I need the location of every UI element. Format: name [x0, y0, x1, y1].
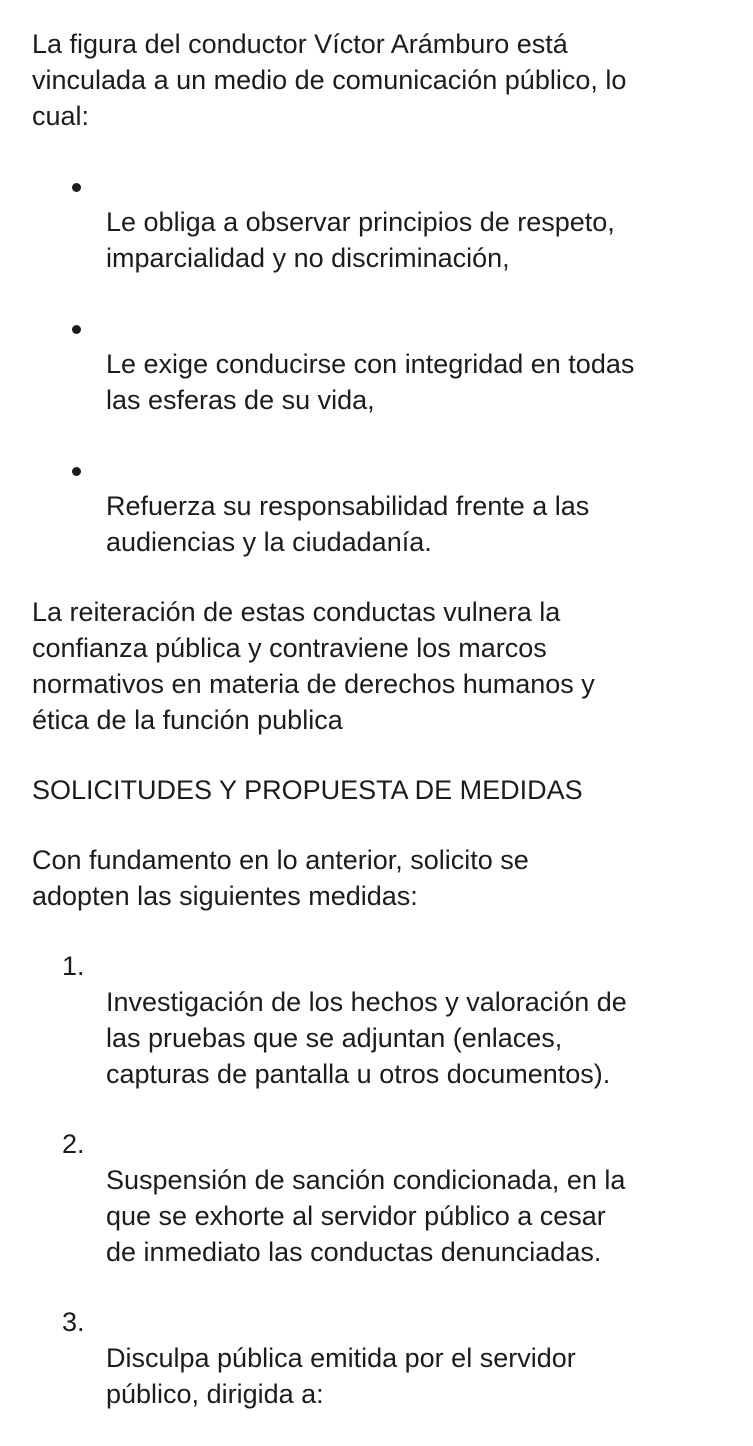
list-item-text: Suspensión de sanción condicionada, en la que se exhorte al servidor público a cesar de inmediato las conductas denunciadas. — [106, 1165, 626, 1267]
list-item — [32, 452, 732, 560]
list-item — [32, 1304, 732, 1412]
list-item-text: Refuerza su responsabilidad frente a las audiencias y la ciudadanía. — [106, 491, 590, 557]
list-item-number: 2. — [62, 1129, 85, 1159]
bullet-icon — [72, 325, 81, 334]
list-item-number: 3. — [62, 1307, 85, 1337]
list-item-text: Le obliga a observar principios de respeto, imparcialidad y no discriminación, — [106, 207, 615, 273]
conduct-paragraph: La reiteración de estas conductas vulnera la confianza pública y contraviene los marcos normativos en materia de derechos humanos y ética de la función publica — [32, 597, 595, 735]
section-heading: SOLICITUDES Y PROPUESTA DE MEDIDAS — [32, 775, 583, 805]
list-item — [32, 948, 732, 1092]
list-item-text: Investigación de los hechos y valoración de las pruebas que se adjuntan (enlaces, capturas de pantalla u otros documentos). — [106, 987, 627, 1089]
list-item — [32, 168, 732, 276]
request-paragraph: Con fundamento en lo anterior, solicito se adopten las siguientes medidas: — [32, 845, 529, 911]
list-item — [32, 1126, 732, 1270]
list-item-number: 1. — [62, 951, 85, 981]
bullet-icon — [72, 467, 81, 476]
list-item-text: Le exige conducirse con integridad en todas las esferas de su vida, — [106, 349, 635, 415]
intro-paragraph: La figura del conductor Víctor Arámburo está vinculada a un medio de comunicación público, lo cual: — [32, 29, 627, 131]
list-item — [32, 310, 732, 418]
measures-list — [32, 948, 732, 1412]
bullet-icon — [72, 183, 81, 192]
document-body — [32, 26, 732, 1446]
list-item-text: Disculpa pública emitida por el servidor público, dirigida a: — [106, 1343, 576, 1409]
obligations-list — [32, 168, 732, 560]
